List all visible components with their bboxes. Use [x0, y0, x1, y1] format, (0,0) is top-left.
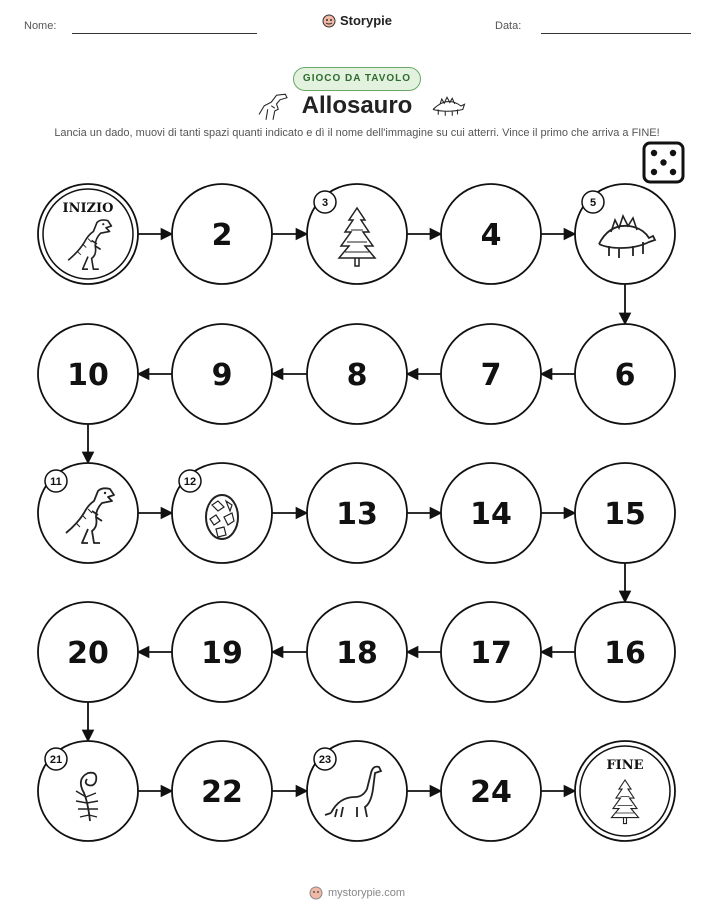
board-space [307, 463, 407, 563]
space-label: INIZIO [62, 201, 114, 216]
board-space [575, 324, 675, 424]
board-space [441, 463, 541, 563]
space-number: 12 [183, 476, 197, 488]
space-number: 10 [67, 358, 109, 393]
board-space [441, 741, 541, 841]
space-number: 22 [201, 775, 243, 810]
space-number: 18 [336, 636, 378, 671]
board-space [575, 184, 675, 284]
page-title: Allosauro [301, 92, 413, 119]
board-space [172, 602, 272, 702]
brand-name: Storypie [339, 13, 392, 28]
board-space [307, 184, 407, 284]
board-space [441, 324, 541, 424]
space-number: 20 [67, 636, 109, 671]
board-space [38, 324, 138, 424]
storypie-logo-icon [309, 886, 323, 900]
space-number: 19 [201, 636, 243, 671]
board-space [307, 602, 407, 702]
space-number: 24 [470, 775, 512, 810]
space-number: 8 [346, 358, 368, 393]
footer-url: mystorypie.com [327, 887, 406, 899]
space-number: 14 [470, 497, 512, 532]
instructions: Lancia un dado, muovi di tanti spazi quanti indicato e dì il nome dell'immagine su cui atterri. Vince il primo che arriva a FINE! [54, 127, 660, 139]
space-number: 4 [480, 218, 502, 253]
board-space [575, 463, 675, 563]
space-number: 11 [50, 476, 62, 488]
name-label: Nome: [24, 20, 57, 32]
board-space [38, 602, 138, 702]
board-space [441, 602, 541, 702]
board-space [172, 741, 272, 841]
board-space [441, 184, 541, 284]
space-number: 2 [211, 218, 233, 253]
space-number: 17 [470, 636, 512, 671]
finish-space [575, 741, 675, 841]
board-space [307, 741, 407, 841]
game-type-badge: GIOCO DA TAVOLO [293, 67, 421, 91]
board-space [172, 324, 272, 424]
space-number: 6 [614, 358, 636, 393]
board-space [575, 602, 675, 702]
space-number: 5 [589, 197, 597, 209]
space-number: 13 [336, 497, 378, 532]
start-space [38, 184, 138, 284]
space-number: 23 [318, 754, 332, 766]
space-label: FINE [606, 758, 644, 773]
board-space [172, 184, 272, 284]
space-number: 16 [604, 636, 646, 671]
board-space [38, 741, 138, 841]
space-number: 3 [321, 197, 329, 209]
footer [0, 886, 714, 903]
space-number: 15 [604, 497, 646, 532]
board-space [172, 463, 272, 563]
date-label: Data: [495, 20, 522, 32]
board-space [307, 324, 407, 424]
board-space [38, 463, 138, 563]
space-number: 21 [49, 754, 63, 766]
space-number: 7 [480, 358, 502, 393]
space-number: 9 [211, 358, 233, 393]
